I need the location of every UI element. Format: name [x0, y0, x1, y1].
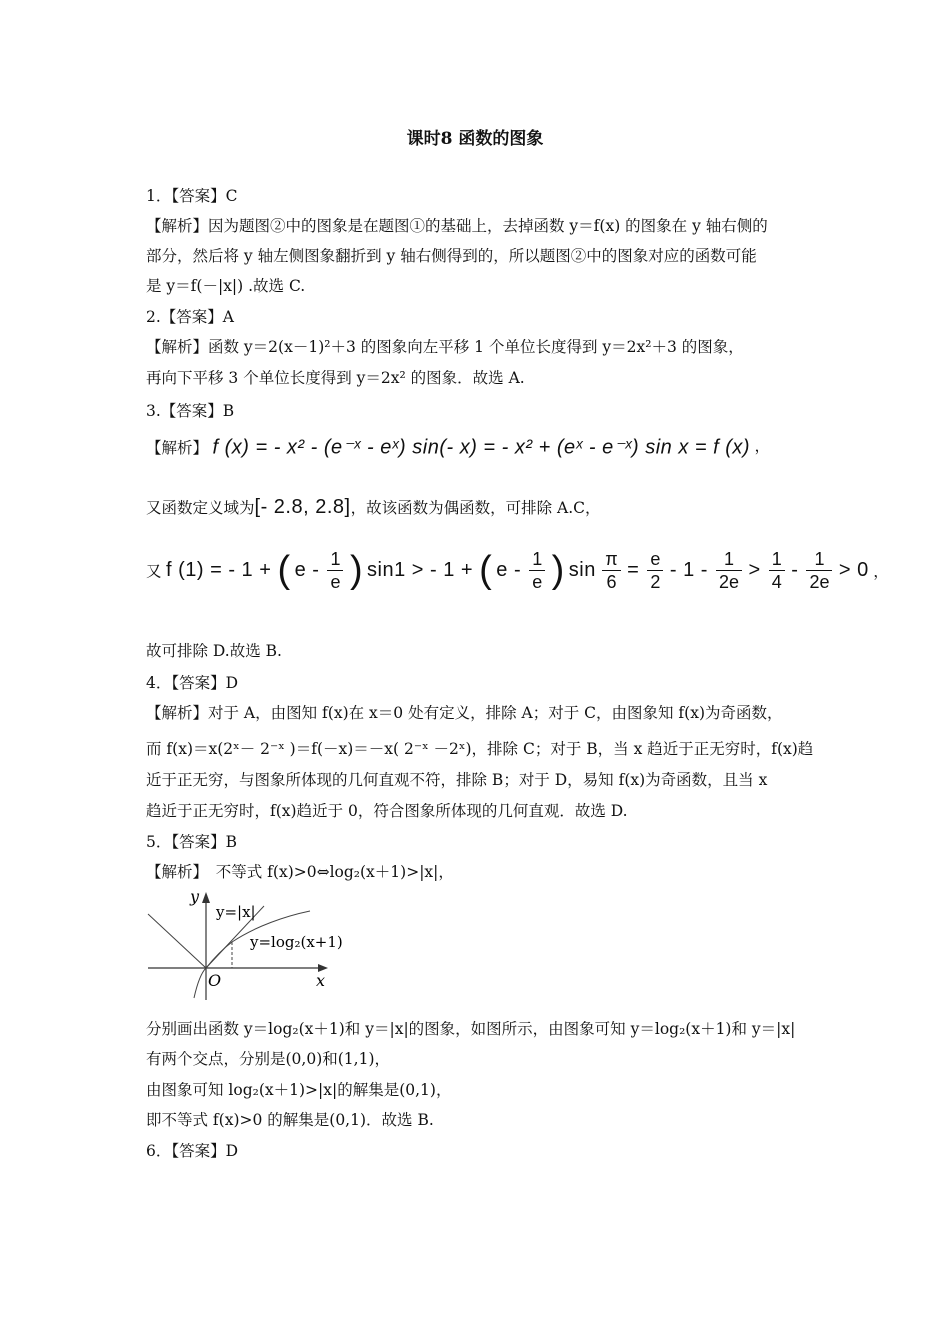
q4-analysis-line4: 趋近于正无穷时，f(x)趋近于 0，符合图象所体现的几何直观．故选 D. — [146, 802, 628, 820]
q3-answer: 3.【答案】B — [146, 402, 235, 420]
q3-domain-interval: [- 2.8, 2.8] — [254, 496, 351, 518]
q3-equation-2 — [146, 548, 889, 593]
q5-analysis-line2: 分别画出函数 y＝log₂(x＋1)和 y＝|x|的图象，如图所示，由图象可知 y＝log₂(x＋1)和 y＝|x| — [146, 1020, 796, 1038]
q3-frac-num: 1 — [769, 548, 785, 571]
q3-eq2-part-h: > — [748, 559, 767, 581]
q4-answer: 4．【答案】D — [146, 674, 239, 692]
q3-frac-1-over-2e — [716, 548, 742, 593]
log-label: y=log₂(x+1) — [250, 933, 343, 951]
q3-frac-den: 2e — [719, 572, 740, 592]
q2-analysis-line1: 【解析】函数 y＝2(x－1)²＋3 的图象向左平移 1 个单位长度得到 y＝2x²＋3 的图象， — [146, 338, 744, 356]
q3-frac-1-over-e-2 — [529, 548, 545, 593]
x-axis-label: x — [316, 971, 326, 990]
q3-eq2-part-b: e - — [294, 559, 326, 581]
q3-domain-post: ，故该函数为偶函数，可排除 A.C， — [350, 499, 601, 517]
q3-eq2-part-g: - 1 - — [669, 559, 715, 581]
q6-answer: 6．【答案】D — [146, 1142, 239, 1160]
q3-frac-num: 1 — [806, 548, 832, 571]
q3-domain-pre: 又函数定义域为 — [146, 499, 255, 517]
q3-frac-num: 1 — [327, 548, 343, 571]
q3-frac-1-over-4 — [769, 548, 785, 593]
q4-analysis-line3: 近于正无穷，与图象所体现的几何直观不符，排除 B；对于 D，易知 f(x)为奇函数，且当 x — [146, 771, 768, 789]
q3-conclusion: 故可排除 D.故选 B. — [146, 642, 282, 660]
q3-frac-num: π — [602, 548, 620, 571]
q3-frac-1-over-e — [327, 548, 343, 593]
origin-label: O — [208, 971, 222, 990]
q3-frac-den: e — [330, 572, 341, 592]
y-axis-arrow-icon — [202, 892, 210, 903]
q3-frac-den: 2 — [650, 572, 661, 592]
q5-analysis-line5: 即不等式 f(x)>0 的解集是(0,1)．故选 B. — [146, 1111, 434, 1129]
q3-equation-1-end: ， — [754, 437, 771, 455]
q3-paren-close-2: ) — [551, 549, 565, 591]
q2-answer: 2.【答案】A — [146, 308, 234, 326]
q3-frac-den: 2e — [809, 572, 830, 592]
q3-frac-den: 6 — [606, 572, 617, 592]
y-axis-label: y — [190, 887, 200, 906]
q3-frac-den: 4 — [771, 572, 782, 592]
q3-eq2-part-a: f (1) = - 1 + — [165, 559, 278, 581]
q5-answer: 5．【答案】B — [146, 833, 238, 851]
q3-frac-pi-over-6 — [602, 548, 620, 593]
q3-frac-num: e — [647, 548, 663, 571]
function-graph — [146, 884, 346, 1002]
page-title: 课时8 函数的图象 — [406, 129, 544, 149]
q3-equation-1 — [146, 434, 770, 459]
q3-analysis-label: 【解析】 — [146, 438, 209, 457]
q3-eq2-part-i: - — [791, 559, 805, 581]
q3-domain-line — [146, 496, 601, 519]
q3-eq2-part-c: sin1 > - 1 + — [367, 559, 480, 581]
q3-frac-num: 1 — [716, 548, 742, 571]
q3-eq2-part-e: sin — [568, 559, 596, 581]
q3-frac-num: 1 — [529, 548, 545, 571]
q3-frac-e-over-2 — [647, 548, 663, 593]
q3-paren-close-1: ) — [349, 549, 363, 591]
q3-eq2-end: ， — [873, 562, 889, 581]
q3-eq2-part-f: = — [627, 559, 646, 581]
q1-analysis-line3: 是 y＝f(－|x|) .故选 C. — [146, 277, 306, 295]
q3-frac-1-over-2e-2 — [806, 548, 832, 593]
q1-answer: 1．【答案】C — [146, 187, 238, 205]
q3-paren-open-2: ( — [479, 549, 492, 591]
q3-eq2-prefix: 又 — [146, 562, 162, 581]
q1-analysis-line1: 【解析】因为题图②中的图象是在题图①的基础上，去掉函数 y＝f(x) 的图象在 y 轴右侧的 — [146, 217, 768, 235]
q3-frac-den: e — [532, 572, 543, 592]
q1-analysis-line2: 部分，然后将 y 轴左侧图象翻折到 y 轴右侧得到的，所以题图②中的图象对应的函数可能 — [146, 247, 757, 265]
q5-analysis-line3: 有两个交点，分别是(0,0)和(1,1)， — [146, 1050, 390, 1068]
q3-eq2-part-j: > 0 — [838, 559, 869, 581]
q2-analysis-line2: 再向下平移 3 个单位长度得到 y＝2x² 的图象．故选 A. — [146, 369, 525, 387]
q3-eq2-part-d: e - — [496, 559, 528, 581]
abs-x-label: y=|x| — [216, 903, 256, 921]
q5-analysis-line4: 由图象可知 log₂(x＋1)>|x|的解集是(0,1)， — [146, 1081, 452, 1099]
q3-paren-open-1: ( — [277, 549, 291, 591]
q4-analysis-line2: 而 f(x)＝x(2ˣ－ 2⁻ˣ )＝f(－x)＝－x( 2⁻ˣ －2ˣ)，排除 C；对于 B，当 x 趋近于正无穷时，f(x)趋 — [146, 740, 814, 758]
q3-equation-1-text: f (x) = - x² - (e⁻ˣ - eˣ) sin(- x) = - x² + (eˣ - e⁻ˣ) sin x = f (x) — [212, 436, 751, 459]
q5-analysis-line1: 【解析】 不等式 f(x)>0⇔log₂(x＋1)>|x|， — [146, 863, 454, 881]
q4-analysis-line1: 【解析】对于 A，由图知 f(x)在 x＝0 处有定义，排除 A；对于 C，由图象知 f(x)为奇函数， — [146, 704, 783, 722]
